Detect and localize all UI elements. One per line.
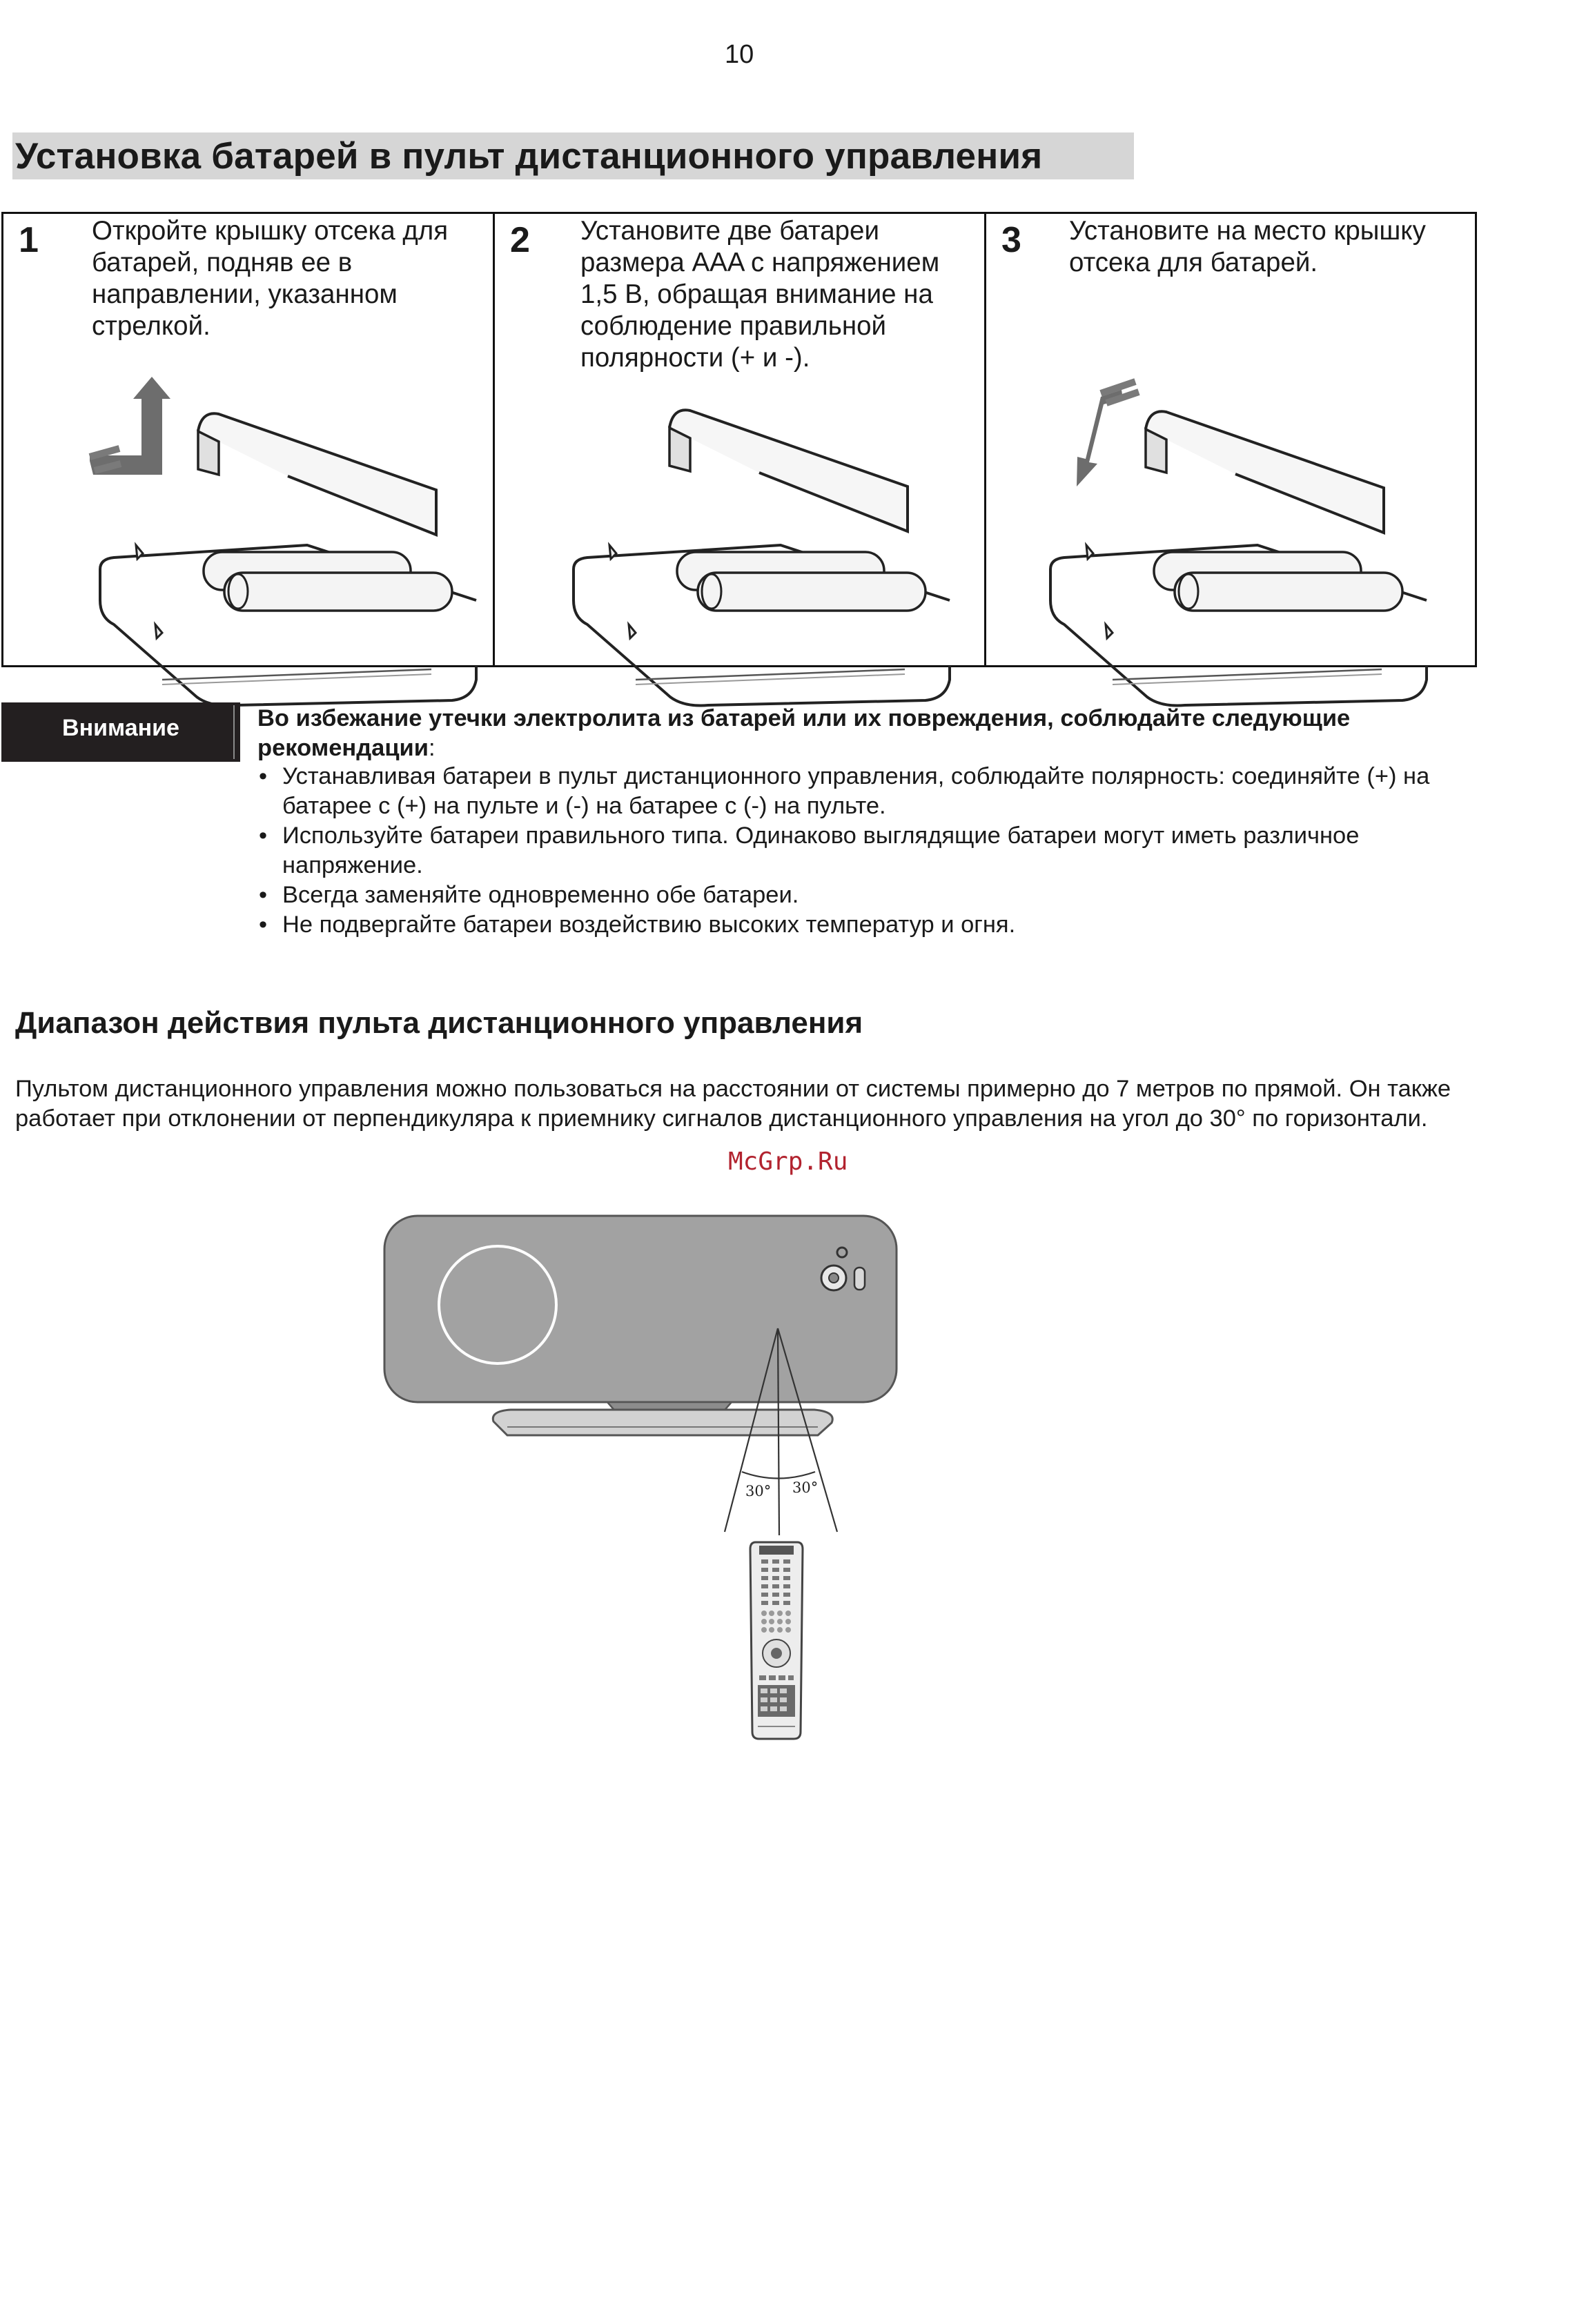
caution-title-text: Во избежание утечки электролита из батарей или их повреждения, соблюдайте следующие рекомендации	[257, 705, 1351, 761]
angle-label-left: 30°	[745, 1483, 772, 1499]
step-text: Установите на место крышку отсека для батарей.	[1069, 216, 1426, 277]
battery-section-title: Установка батарей в пульт дистанционного управления	[15, 136, 1043, 177]
device-stand	[493, 1410, 832, 1435]
range-section-title: Диапазон действия пульта дистанционного управления	[15, 1006, 863, 1040]
device-knob-center	[829, 1273, 839, 1283]
step-text: Откройте крышку отсека для батарей, подняв ее в направлении, указанном стрелкой.	[92, 216, 449, 341]
remote-control	[750, 1542, 803, 1739]
caution-item: • Всегда заменяйте одновременно обе батареи.	[257, 880, 1472, 910]
step-number: 3	[1001, 220, 1021, 260]
device-body	[384, 1216, 897, 1402]
page-number: 10	[725, 40, 754, 69]
caution-item: • Используйте батареи правильного типа. Одинаково выглядящие батареи могут иметь различное напряжение.	[257, 821, 1472, 880]
step-number: 2	[510, 220, 530, 260]
range-section-text: Пультом дистанционного управления можно пользоваться на расстоянии от системы примерно до 7 метров по прямой. Он также работает при отклонении от перпендикуляра к приемнику сигналов дистанционного управления на угол до 30° по горизонтали.	[15, 1076, 1451, 1132]
step-text: Установите две батареи размера AAA с напряжением 1,5 В, обращая внимание на соблюдение правильной полярности (+ и -).	[580, 216, 940, 373]
watermark: McGrp.Ru	[728, 1148, 848, 1176]
caution-item: • Не подвергайте батареи воздействию высоких температур и огня.	[257, 910, 1472, 940]
caution-label: Внимание	[62, 715, 179, 741]
caution-title-suffix: :	[428, 735, 435, 761]
step-number: 1	[19, 220, 39, 260]
angle-label-right: 30°	[792, 1479, 819, 1496]
device-button	[854, 1268, 865, 1290]
caution-item: • Устанавливая батареи в пульт дистанционного управления, соблюдайте полярность: соединяйте (+) на батарее с (+) на пульте и (-) на батарее с (-) на пульте.	[257, 762, 1472, 821]
